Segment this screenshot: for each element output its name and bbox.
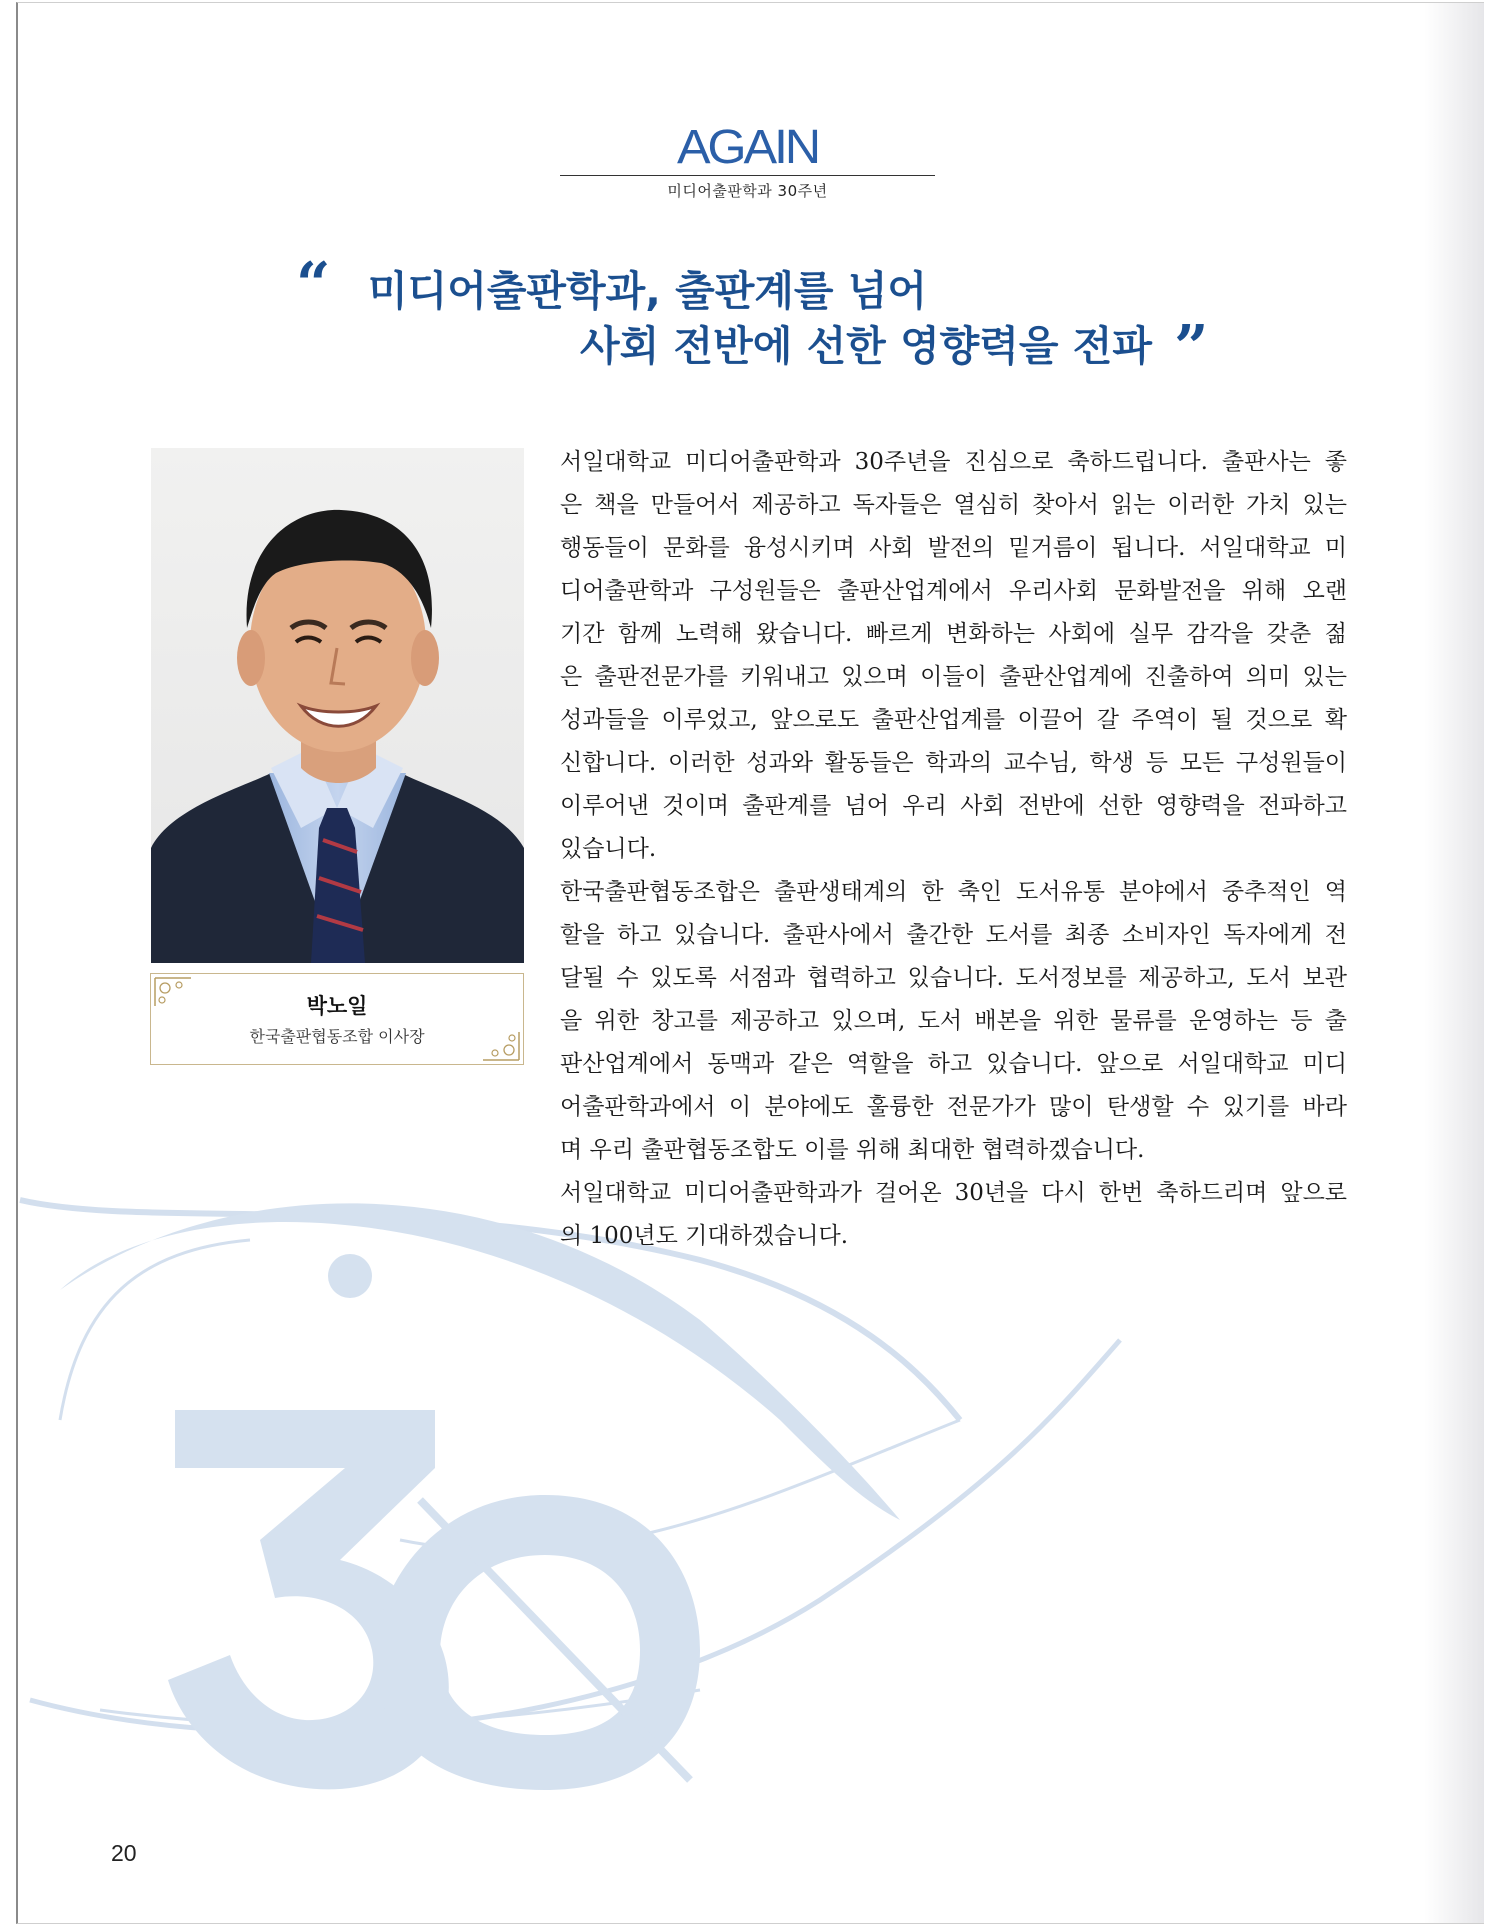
masthead-subtitle: 미디어출판학과 30주년 — [667, 182, 828, 200]
profile-caption — [150, 973, 524, 1065]
again-logo: AGAIN — [676, 121, 819, 174]
watermark-swoosh-5 — [60, 1240, 250, 1420]
open-quote-mark: “ — [296, 250, 331, 320]
headline-quote — [296, 250, 1216, 383]
profile-name: 박노일 — [306, 994, 368, 1018]
masthead-rule — [560, 175, 935, 176]
body-line: 한국출판협동조합은 출판생태계의 한 축인 도서유통 분야에서 중추적인 역 — [560, 879, 1347, 905]
body-line: 을 위한 창고를 제공하고 있으며, 도서 배본을 위한 물류를 운영하는 등 출 — [560, 1008, 1347, 1034]
ornament-corner-icon — [481, 1030, 521, 1062]
body-line: 이루어낸 것이며 출판계를 넘어 우리 사회 전반에 선한 영향력을 전파하고 — [560, 793, 1347, 819]
profile-role: 한국출판협동조합 이사장 — [249, 1027, 425, 1046]
body-line: 달될 수 있도록 서점과 협력하고 있습니다. 도서정보를 제공하고, 도서 보관 — [560, 965, 1347, 991]
portrait-photo — [151, 448, 524, 963]
watermark-digit-0 — [375, 1495, 700, 1790]
body-line: 행동들이 문화를 융성시키며 사회 발전의 밑거름이 됩니다. 서일대학교 미 — [560, 535, 1347, 561]
ornament-corner-icon — [153, 976, 193, 1008]
body-line: 며 우리 출판협동조합도 이를 위해 최대한 협력하겠습니다. — [560, 1137, 1145, 1163]
article-body — [560, 441, 1347, 1258]
body-line: 서일대학교 미디어출판학과 30주년을 진심으로 축하드립니다. 출판사는 좋 — [560, 449, 1347, 475]
masthead — [560, 121, 935, 201]
body-line: 디어출판학과 구성원들은 출판산업계에서 우리사회 문화발전을 위해 오랜 — [560, 578, 1347, 604]
body-line: 기간 함께 노력해 왔습니다. 빠르게 변화하는 사회에 실무 감각을 갖춘 젊 — [560, 621, 1347, 647]
close-quote-mark: ” — [1173, 313, 1209, 383]
body-line: 은 책을 만들어서 제공하고 독자들은 열심히 찾아서 읽는 이러한 가치 있는 — [560, 492, 1347, 518]
body-line: 은 출판전문가를 키워내고 있으며 이들이 출판산업계에 진출하여 의미 있는 — [560, 664, 1347, 690]
body-line: 신합니다. 이러한 성과와 활동들은 학과의 교수님, 학생 등 모든 구성원들이 — [560, 750, 1347, 776]
headline-line-2 — [580, 313, 1216, 383]
body-line: 판산업계에서 동맥과 같은 역할을 하고 있습니다. 앞으로 서일대학교 미디 — [560, 1051, 1347, 1077]
body-line: 성과들을 이루었고, 앞으로도 출판산업계를 이끌어 갈 주역이 될 것으로 확 — [560, 707, 1347, 733]
body-line: 있습니다. — [560, 836, 657, 862]
watermark-dot — [328, 1254, 372, 1298]
headline-line-1: 미디어출판학과, 출판계를 넘어 — [368, 267, 927, 315]
page-number: 20 — [111, 1840, 137, 1866]
portrait-illustration — [151, 448, 524, 963]
headline-line-2-text: 사회 전반에 선한 영향력을 전파 — [580, 322, 1152, 370]
body-line: 서일대학교 미디어출판학과가 걸어온 30년을 다시 한번 축하드리며 앞으로 — [560, 1180, 1347, 1206]
body-line: 할을 하고 있습니다. 출판사에서 출간한 도서를 최종 소비자인 독자에게 전 — [560, 922, 1347, 948]
body-line: 의 100년도 기대하겠습니다. — [560, 1223, 849, 1249]
body-line: 어출판학과에서 이 분야에도 훌륭한 전문가가 많이 탄생할 수 있기를 바라 — [560, 1094, 1347, 1120]
